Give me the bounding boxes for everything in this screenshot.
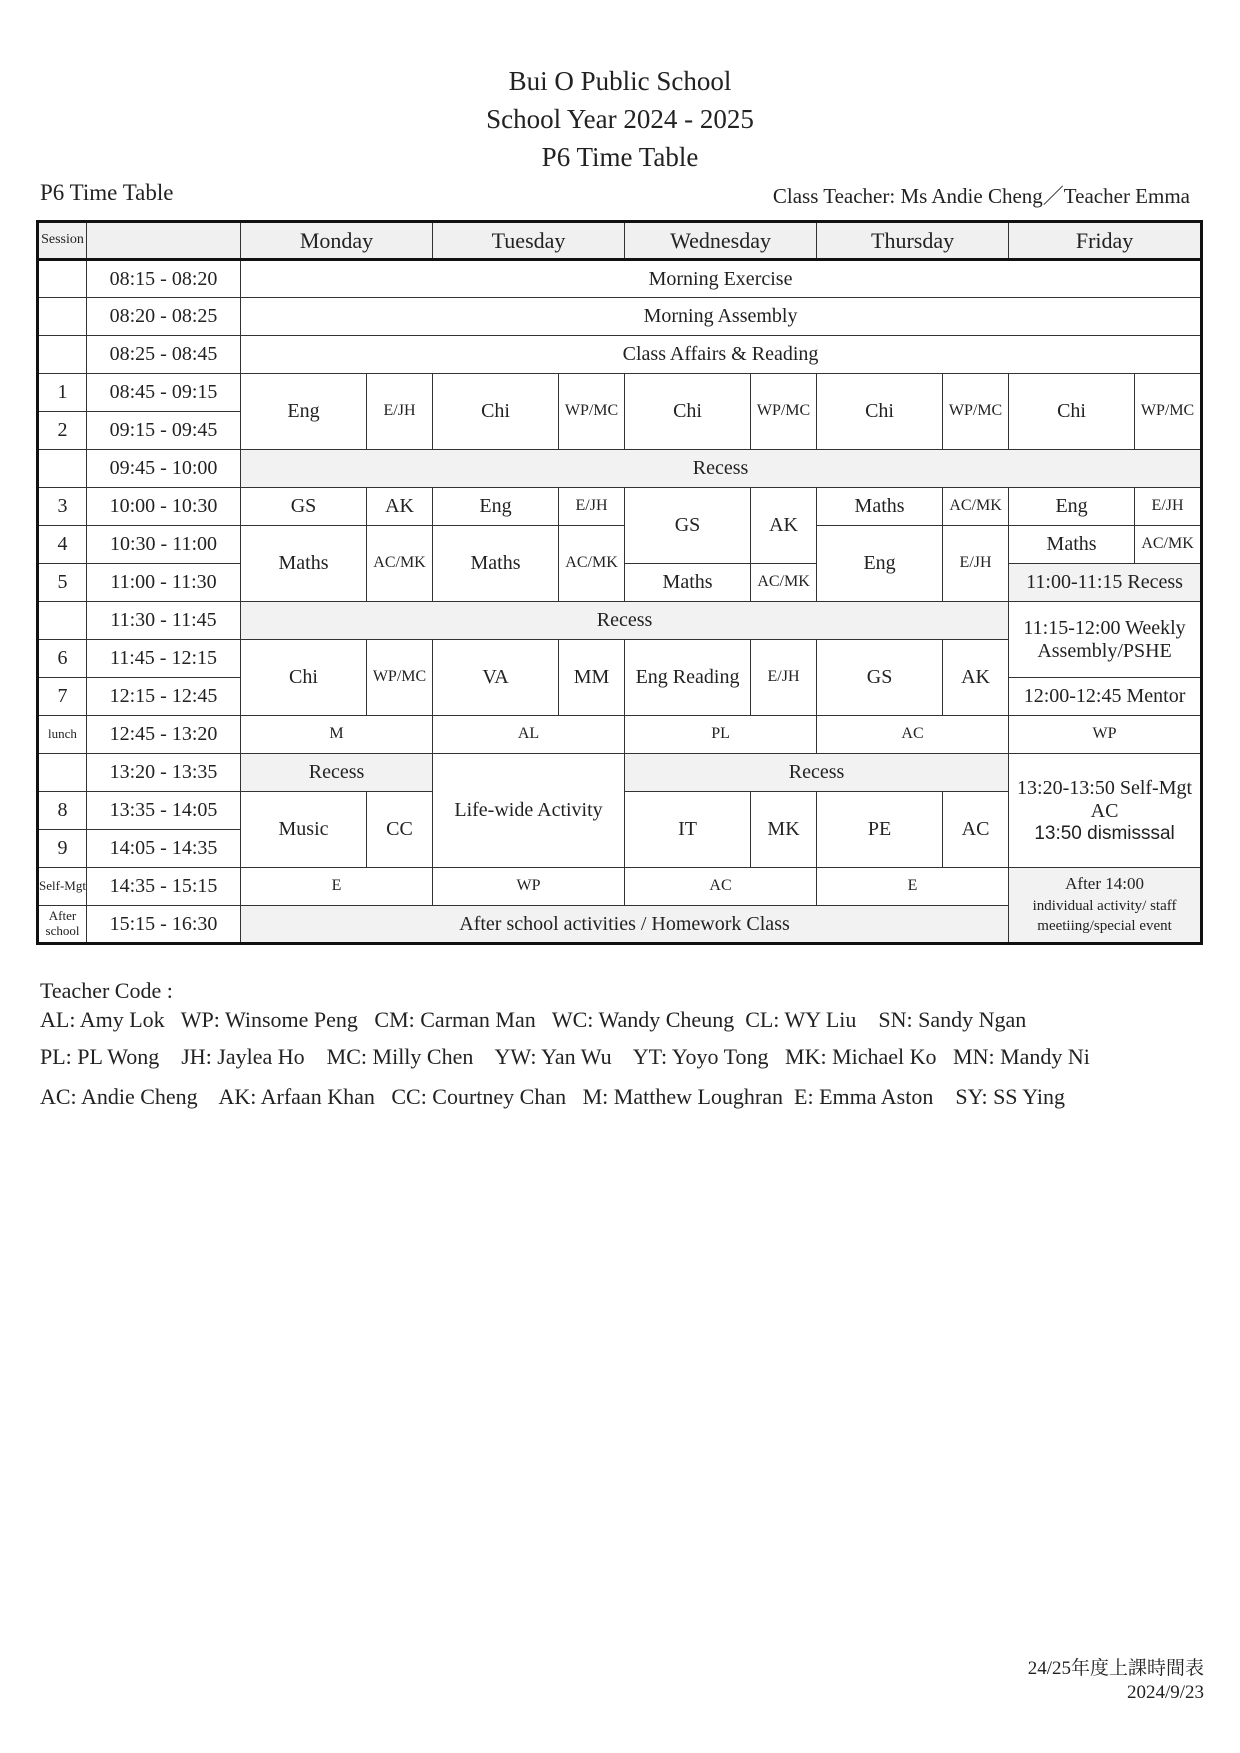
lunch-teacher-cell: AC [817,716,1009,754]
friday-after-text: individual activity/ staff meetiing/special event [1032,898,1177,935]
time-cell: 12:45 - 13:20 [87,716,241,754]
session-cell: 3 [38,488,87,526]
subject-cell: Eng [433,488,559,526]
teacher-cell: AC/MK [367,526,433,602]
selfmgt-teacher-cell: E [241,868,433,906]
time-cell: 11:45 - 12:15 [87,640,241,678]
subject-cell: Maths [433,526,559,602]
teacher-cell: AK [367,488,433,526]
morning-exercise: Morning Exercise [241,260,1202,298]
teacher-cell: AC/MK [943,488,1009,526]
timetable-label: P6 Time Table [40,180,174,205]
friday-selfmgt-teacher: AC [1090,799,1119,822]
subject-cell: Maths [817,488,943,526]
recess-cell: Recess [241,602,1009,640]
session-cell: Self-Mgt [38,868,87,906]
time-cell: 14:35 - 15:15 [87,868,241,906]
recess-cell: Recess [625,754,1009,792]
subject-cell: Eng [1009,488,1135,526]
timetable [36,220,1203,945]
time-cell: 12:15 - 12:45 [87,678,241,716]
teacher-cell: E/JH [1135,488,1202,526]
time-cell: 09:45 - 10:00 [87,450,241,488]
subject-cell: PE [817,792,943,868]
after-school-cell: After school activities / Homework Class [241,906,1009,944]
session-cell [38,336,87,374]
subject-cell: Maths [625,564,751,602]
session-cell [38,450,87,488]
session-cell: 5 [38,564,87,602]
teacher-cell: WP/MC [367,640,433,716]
session-cell [38,260,87,298]
footer-date: 2024/9/23 [1126,1682,1204,1703]
school-year: School Year 2024 - 2025 [486,104,754,134]
day-header-wednesday: Wednesday [625,222,817,260]
day-header-monday: Monday [241,222,433,260]
teacher-cell: WP/MC [751,374,817,450]
table-row [38,868,1202,906]
teacher-cell: E/JH [943,526,1009,602]
lunch-teacher-cell: M [241,716,433,754]
subject-cell: GS [625,488,751,564]
session-cell [38,754,87,792]
session-cell: 9 [38,830,87,868]
teacher-cell: AK [751,488,817,564]
selfmgt-teacher-cell: WP [433,868,625,906]
teacher-code-line: PL: PL Wong JH: Jaylea Ho MC: Milly Chen YW: Yan Wu YT: Yoyo Tong MK: Michael Ko MN: Mandy Ni [40,1044,1090,1069]
table-row [38,716,1202,754]
subject-cell: Music [241,792,367,868]
friday-recess-cell: 11:00-11:15 Recess [1009,564,1202,602]
subject-cell: Chi [241,640,367,716]
table-row [38,336,1202,374]
teacher-cell: MM [559,640,625,716]
day-header-tuesday: Tuesday [433,222,625,260]
session-header: Session [38,222,87,260]
teacher-code-line: AC: Andie Cheng AK: Arfaan Khan CC: Courtney Chan M: Matthew Loughran E: Emma Aston SY: SS Ying [40,1084,1066,1109]
teacher-cell: AK [943,640,1009,716]
subject-cell: Chi [1009,374,1135,450]
session-cell: 1 [38,374,87,412]
recess-cell: Recess [241,450,1202,488]
friday-afternoon-cell [1009,754,1202,868]
morning-assembly: Morning Assembly [241,298,1202,336]
subject-cell: Maths [1009,526,1135,564]
subject-cell: Chi [817,374,943,450]
time-cell: 13:20 - 13:35 [87,754,241,792]
subject-cell: VA [433,640,559,716]
teacher-cell: AC/MK [751,564,817,602]
life-wide-activity-cell: Life-wide Activity [433,754,625,868]
time-cell: 13:35 - 14:05 [87,792,241,830]
session-cell: 2 [38,412,87,450]
subject-cell: Chi [625,374,751,450]
table-row [38,754,1202,792]
table-row [38,526,1202,564]
time-cell: 08:15 - 08:20 [87,260,241,298]
class-affairs: Class Affairs & Reading [241,336,1202,374]
teacher-cell: WP/MC [559,374,625,450]
session-cell [38,298,87,336]
footer-title: 24/25年度上課時間表 [1027,1658,1204,1679]
teacher-code-title: Teacher Code : [40,978,173,1003]
session-cell: 6 [38,640,87,678]
subject-cell: IT [625,792,751,868]
page-title: P6 Time Table [541,142,699,172]
time-cell: 15:15 - 16:30 [87,906,241,944]
day-header-friday: Friday [1009,222,1202,260]
friday-selfmgt-text: 13:20-13:50 Self-Mgt [1017,776,1193,799]
subject-cell: GS [817,640,943,716]
table-row [38,450,1202,488]
session-cell: lunch [38,716,87,754]
subject-cell: Maths [241,526,367,602]
teacher-cell: E/JH [559,488,625,526]
subject-cell: Eng Reading [625,640,751,716]
time-header [87,222,241,260]
session-cell: 8 [38,792,87,830]
lunch-teacher-cell: AL [433,716,625,754]
teacher-cell: AC/MK [1135,526,1202,564]
subject-cell: GS [241,488,367,526]
session-cell [38,602,87,640]
teacher-cell: WP/MC [943,374,1009,450]
table-row [38,374,1202,412]
subject-cell: Eng [241,374,367,450]
friday-mentor-cell: 12:00-12:45 Mentor [1009,678,1202,716]
time-cell: 09:15 - 09:45 [87,412,241,450]
teacher-cell: E/JH [367,374,433,450]
teacher-cell: AC/MK [559,526,625,602]
teacher-cell: CC [367,792,433,868]
time-cell: 10:30 - 11:00 [87,526,241,564]
time-cell: 08:25 - 08:45 [87,336,241,374]
subject-cell: Eng [817,526,943,602]
class-teacher: Class Teacher: Ms Andie Cheng／Teacher Emma [772,184,1190,208]
table-row [38,260,1202,298]
friday-dismissal-text: 13:50 dismisssal [1034,822,1175,844]
teacher-code-line: AL: Amy Lok WP: Winsome Peng CM: Carman Man WC: Wandy Cheung CL: WY Liu SN: Sandy Ngan [40,1007,1027,1032]
selfmgt-teacher-cell: AC [625,868,817,906]
session-cell: 4 [38,526,87,564]
teacher-cell: WP/MC [1135,374,1202,450]
lunch-teacher-cell: WP [1009,716,1202,754]
teacher-cell: MK [751,792,817,868]
day-header-thursday: Thursday [817,222,1009,260]
friday-after-cell [1009,868,1202,944]
time-cell: 11:00 - 11:30 [87,564,241,602]
table-row [38,602,1202,640]
table-row [38,298,1202,336]
selfmgt-teacher-cell: E [817,868,1009,906]
time-cell: 11:30 - 11:45 [87,602,241,640]
time-cell: 10:00 - 10:30 [87,488,241,526]
time-cell: 08:20 - 08:25 [87,298,241,336]
session-cell: After school [38,906,87,944]
lunch-teacher-cell: PL [625,716,817,754]
time-cell: 08:45 - 09:15 [87,374,241,412]
session-cell: 7 [38,678,87,716]
time-cell: 14:05 - 14:35 [87,830,241,868]
header-row [38,222,1202,260]
table-row [38,488,1202,526]
recess-cell: Recess [241,754,433,792]
friday-assembly-cell: 11:15-12:00 Weekly Assembly/PSHE [1009,602,1202,678]
teacher-cell: AC [943,792,1009,868]
friday-after-title: After 14:00 [1065,874,1144,894]
teacher-cell: E/JH [751,640,817,716]
subject-cell: Chi [433,374,559,450]
school-name: Bui O Public School [508,66,732,96]
